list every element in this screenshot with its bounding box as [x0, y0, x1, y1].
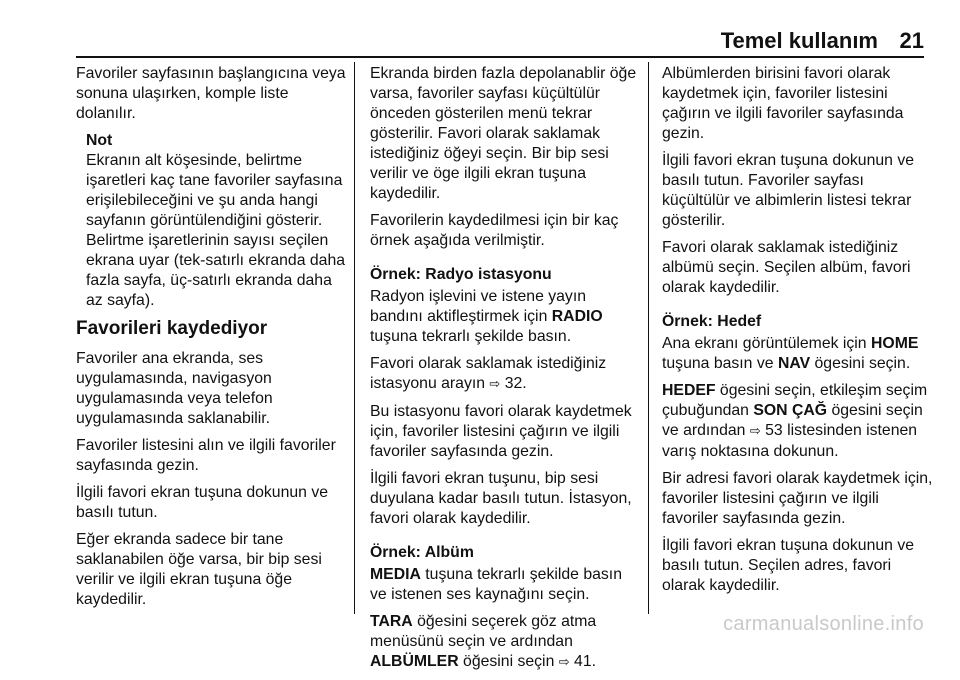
- paragraph: Favoriler listesini alın ve ilgili favoriler sayfasında gezin.: [76, 437, 336, 474]
- paragraph: Ekranda birden fazla depolanablir öğe varsa, favoriler sayfası küçültülür önceden gösterilen menü tekrar gösterilir. Favori olarak saklamak istediğiniz öğeyi seçin. Bir bip sesi verilir ve öge ilgili ekran tuşuna kaydedilir.: [370, 65, 637, 202]
- page-reference: 41.: [574, 653, 597, 670]
- paragraph: İlgili favori ekran tuşuna dokunun ve basılı tutun.: [76, 484, 329, 521]
- text-run: Radyon işlevini ve istene yayın bandını aktifleştirmek için: [370, 288, 587, 325]
- watermark: carmanualsonline.info: [723, 613, 924, 635]
- paragraph: [370, 287, 638, 347]
- paragraph: İlgili favori ekran tuşunu, bip sesi duyulana kadar basılı tutun. İstasyon, favori olarak kaydedilir.: [370, 470, 632, 527]
- text-run: tuşuna tekrarlı şekilde basın.: [370, 328, 572, 345]
- key-label: NAV: [777, 355, 811, 372]
- column-middle: [370, 64, 638, 680]
- page-reference: 32.: [504, 375, 527, 392]
- page-number: 21: [899, 28, 924, 53]
- text-run: tuşuna tekrarlı şekilde basın ve istenen ses kaynağını seçin.: [370, 566, 622, 603]
- page-reference-arrow-icon: ⇨: [489, 377, 501, 392]
- header-title: Temel kullanım: [720, 28, 878, 53]
- paragraph: Bir adresi favori olarak kaydetmek için, favoriler listesini çağırın ve ilgili favoriler sayfasında gezin.: [662, 470, 933, 527]
- note-title: Not: [86, 132, 113, 149]
- paragraph: [662, 334, 934, 374]
- column-left: [76, 64, 352, 617]
- text-run: Ana ekranı görüntülemek için: [662, 335, 871, 352]
- page-reference-arrow-icon: ⇨: [749, 424, 761, 439]
- paragraph: İlgili favori ekran tuşuna dokunun ve basılı tutun. Seçilen adres, favori olarak kaydedilir.: [662, 537, 915, 594]
- paragraph: Favoriler sayfasının başlangıcına veya sonuna ulaşırken, komple liste dolanılır.: [76, 65, 346, 122]
- text-run: ögesini seçin, etkileşim seçim çubuğundan: [662, 382, 928, 419]
- paragraph: [370, 612, 638, 673]
- page-reference: 53 listesinden istenen varış noktasına dokunun.: [662, 422, 918, 460]
- text-run: ögesini seçin ve ardından: [662, 402, 923, 439]
- header-rule: [76, 56, 924, 58]
- paragraph: Favori olarak saklamak istediğiniz albümü seçin. Seçilen albüm, favori olarak kaydedilir.: [662, 239, 911, 296]
- example-heading: Örnek: Hedef: [662, 313, 762, 330]
- text-run: öğesini seçerek göz atma menüsünü seçin ve ardından: [370, 613, 597, 650]
- key-label: RADIO: [551, 308, 603, 325]
- note-box: [76, 131, 352, 311]
- key-label: HOME: [871, 335, 919, 352]
- page-header: [0, 0, 960, 54]
- key-label: SON ÇAĞ: [753, 402, 828, 419]
- paragraph: Albümlerden birisini favori olarak kaydetmek için, favoriler listesini çağırın ve ilgili favoriler sayfasında gezin.: [662, 65, 904, 142]
- column-right: [662, 64, 934, 603]
- key-label: MEDIA: [370, 566, 421, 583]
- paragraph: Eğer ekranda sadece bir tane saklanabilen öğe varsa, bir bip sesi verilir ve ilgili ekran tuşuna öğe kaydedilir.: [76, 531, 322, 608]
- key-label: ALBÜMLER: [370, 653, 459, 670]
- example-heading: Örnek: Albüm: [370, 544, 474, 561]
- section-heading: Favorileri kaydediyor: [76, 318, 268, 339]
- page-reference-arrow-icon: ⇨: [558, 655, 570, 670]
- note-body: Ekranın alt köşesinde, belirtme işaretleri kaç tane favoriler sayfasına erişilebileceğini ve şu anda hangi sayfanın görüntülendiğini gösterir. Belirtme işaretlerinin sayısı seçilen ekrana uyar (tek-satırlı ekranda daha fazla sayfa, üç-satırlı ekranda daha az sayfa).: [86, 152, 346, 309]
- paragraph: Favoriler ana ekranda, ses uygulamasında, navigasyon uygulamasında veya telefon uygulamasında saklanabilir.: [76, 350, 273, 427]
- column-divider: [354, 62, 355, 614]
- text-run: tuşuna basın ve: [662, 355, 778, 372]
- paragraph: İlgili favori ekran tuşuna dokunun ve basılı tutun. Favoriler sayfası küçültülür ve albimlerin listesi tekrar gösterilir.: [662, 152, 915, 229]
- text-run: öğesini seçin: [458, 653, 559, 670]
- paragraph: [662, 381, 934, 462]
- text-run: Favori olarak saklamak istediğiniz istasyonu arayın: [370, 355, 607, 392]
- paragraph: [370, 354, 638, 395]
- example-heading: Örnek: Radyo istasyonu: [370, 266, 552, 283]
- column-divider: [648, 62, 649, 614]
- paragraph: Favorilerin kaydedilmesi için bir kaç örnek aşağıda verilmiştir.: [370, 212, 619, 249]
- paragraph: [370, 565, 638, 605]
- text-run: ögesini seçin.: [810, 355, 911, 372]
- paragraph: Bu istasyonu favori olarak kaydetmek için, favoriler listesini çağırın ve ilgili favoriler sayfasında gezin.: [370, 403, 632, 460]
- key-label: HEDEF: [662, 382, 716, 399]
- key-label: TARA: [370, 613, 413, 630]
